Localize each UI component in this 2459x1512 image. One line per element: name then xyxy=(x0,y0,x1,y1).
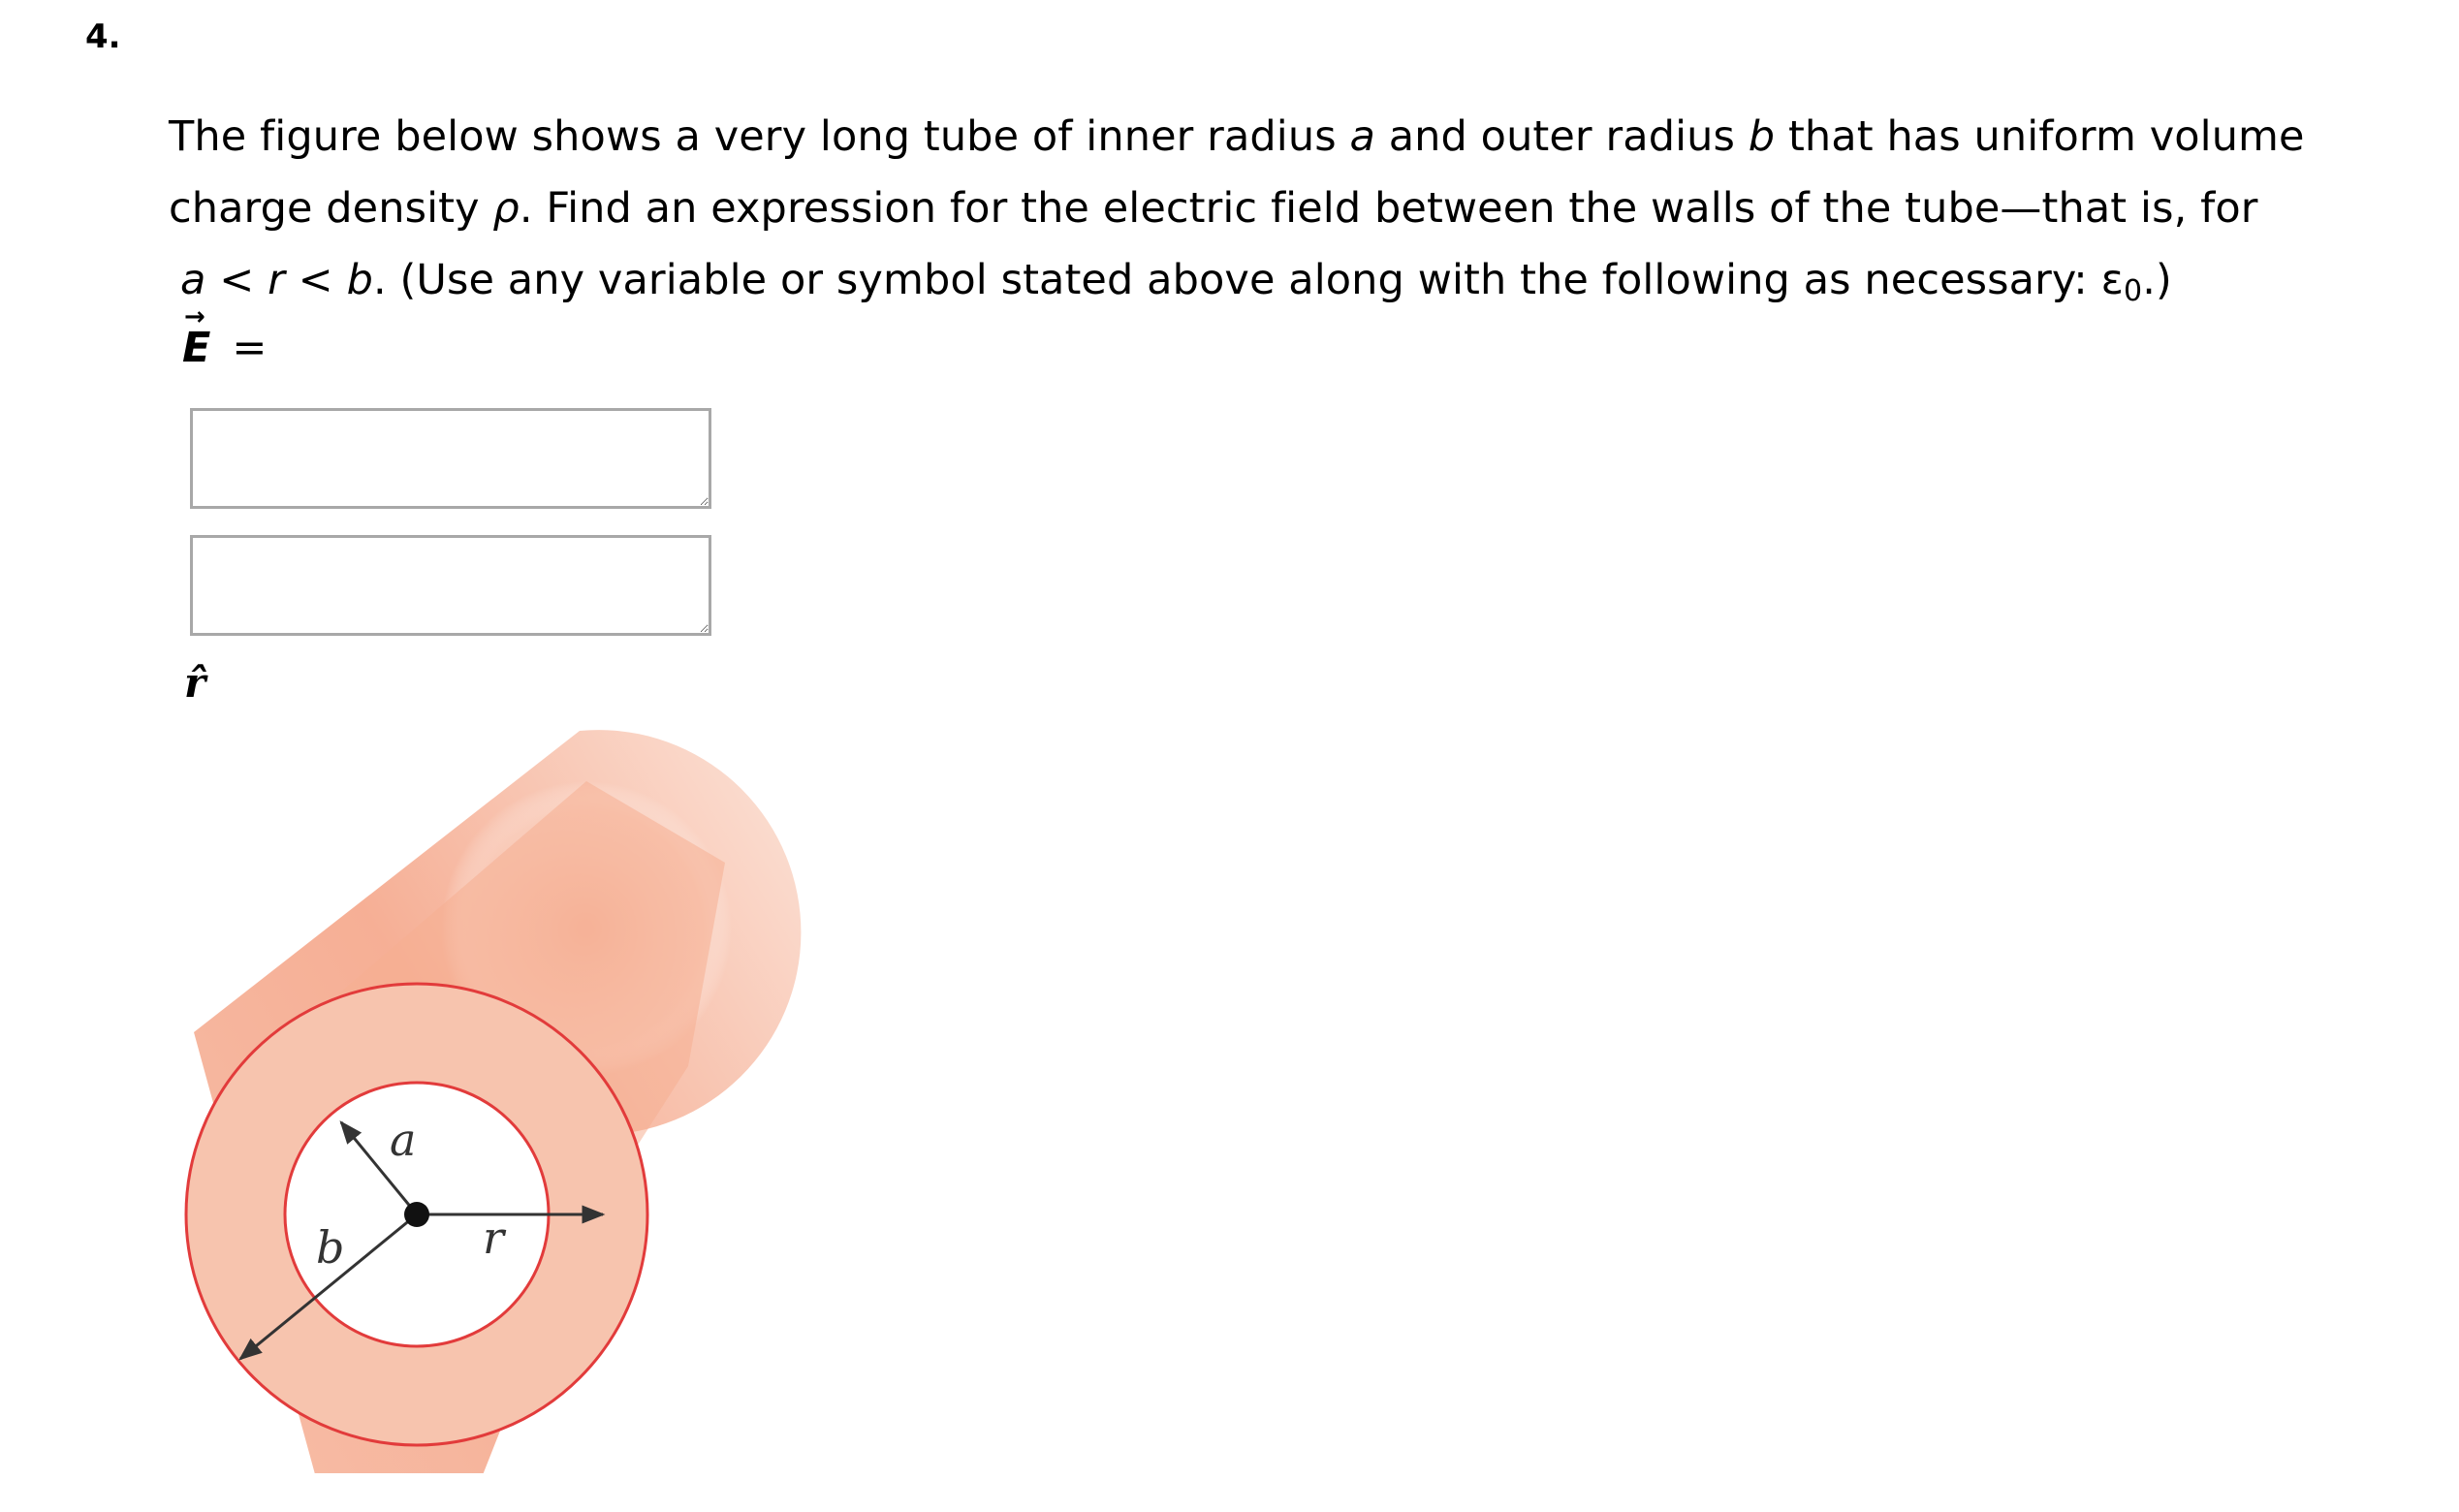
answer-field-1[interactable] xyxy=(190,408,711,509)
answer-field-2[interactable] xyxy=(190,535,711,636)
equals-sign: = xyxy=(232,324,268,372)
question-number: 4. xyxy=(85,17,121,56)
center-dot xyxy=(404,1202,429,1227)
label-b: b xyxy=(316,1221,345,1274)
prompt-line-1: The figure below shows a very long tube of inner radius a and outer radius b that has uniform volume xyxy=(169,112,2305,161)
vector-arrow-icon: → xyxy=(184,302,205,331)
label-a: a xyxy=(390,1114,417,1166)
prompt-line-3: a < r < b. (Use any variable or symbol stated above along with the following as necessary: $\varepsilon_0$.) xyxy=(180,256,2172,308)
label-r: r xyxy=(483,1212,504,1264)
tube-figure xyxy=(145,717,901,1473)
unit-vector-r-hat: r̂ xyxy=(184,659,206,707)
e-vector-symbol: → E xyxy=(182,302,211,372)
electric-field-label xyxy=(182,302,268,372)
prompt-line-2: charge density ρ. Find an expression for the electric field between the walls of the tube—that is, for xyxy=(169,184,2258,233)
